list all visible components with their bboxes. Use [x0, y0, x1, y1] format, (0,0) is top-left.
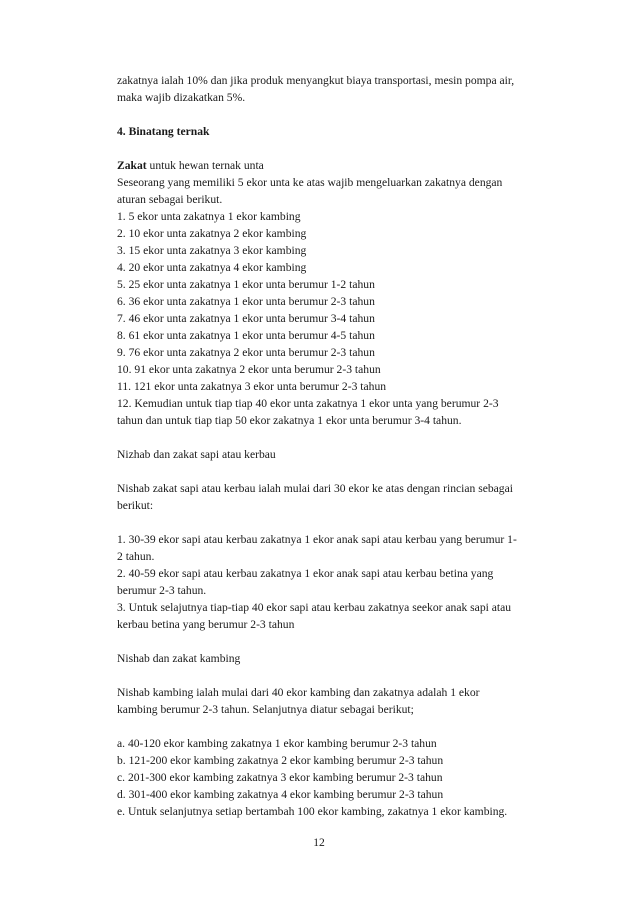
- text-line: kambing berumur 2-3 tahun. Selanjutnya diatur sebagai berikut;: [117, 703, 414, 716]
- text-line: Seseorang yang memiliki 5 ekor unta ke atas wajib mengeluarkan zakatnya dengan: [117, 176, 503, 189]
- list-item: b. 121-200 ekor kambing zakatnya 2 ekor kambing berumur 2-3 tahun: [117, 754, 444, 767]
- list-item: 2. 10 ekor unta zakatnya 2 ekor kambing: [117, 227, 307, 240]
- document-page: [117, 72, 577, 820]
- list-item-continuation: 2 tahun.: [117, 550, 155, 563]
- text-line: maka wajib dizakatkan 5%.: [117, 91, 246, 104]
- list-item: 6. 36 ekor unta zakatnya 1 ekor unta berumur 2-3 tahun: [117, 295, 375, 308]
- list-item: 4. 20 ekor unta zakatnya 4 ekor kambing: [117, 261, 307, 274]
- text-line: zakatnya ialah 10% dan jika produk menyangkut biaya transportasi, mesin pompa air,: [117, 74, 515, 87]
- sapi-heading: Nizhab dan zakat sapi atau kerbau: [117, 448, 276, 461]
- text-line: Nishab kambing ialah mulai dari 40 ekor kambing dan zakatnya adalah 1 ekor: [117, 686, 480, 699]
- list-item-continuation: kerbau betina yang berumur 2-3 tahun: [117, 618, 295, 631]
- list-item: 9. 76 ekor unta zakatnya 2 ekor unta berumur 2-3 tahun: [117, 346, 375, 359]
- section-title: 4. Binatang ternak: [117, 125, 210, 138]
- list-item-continuation: berumur 2-3 tahun.: [117, 584, 207, 597]
- zakat-bold-word: Zakat: [117, 159, 147, 172]
- list-item: 8. 61 ekor unta zakatnya 1 ekor unta berumur 4-5 tahun: [117, 329, 375, 342]
- list-item: 10. 91 ekor unta zakatnya 2 ekor unta berumur 2-3 tahun: [117, 363, 381, 376]
- unta-heading: [117, 157, 577, 174]
- sapi-description: [117, 480, 577, 514]
- list-item: 3. Untuk selajutnya tiap-tiap 40 ekor sapi atau kerbau zakatnya seekor anak sapi atau: [117, 601, 512, 614]
- list-item: 12. Kemudian untuk tiap tiap 40 ekor unta zakatnya 1 ekor unta yang berumur 2-3: [117, 397, 499, 410]
- kambing-heading: Nishab dan zakat kambing: [117, 652, 241, 665]
- kambing-list: [117, 735, 577, 820]
- list-item: a. 40-120 ekor kambing zakatnya 1 ekor kambing berumur 2-3 tahun: [117, 737, 437, 750]
- unta-heading-rest: untuk hewan ternak unta: [146, 159, 264, 172]
- list-item-continuation: tahun dan untuk tiap tiap 50 ekor zakatnya 1 ekor unta berumur 3-4 tahun.: [117, 414, 462, 427]
- list-item: 1. 30-39 ekor sapi atau kerbau zakatnya 1 ekor anak sapi atau kerbau yang berumur 1-: [117, 533, 517, 546]
- intro-paragraph: [117, 72, 577, 106]
- text-line: aturan sebagai berikut.: [117, 193, 223, 206]
- list-item: 1. 5 ekor unta zakatnya 1 ekor kambing: [117, 210, 301, 223]
- page-number: 12: [313, 836, 325, 849]
- unta-section: [117, 157, 577, 429]
- list-item: 2. 40-59 ekor sapi atau kerbau zakatnya 1 ekor anak sapi atau kerbau betina yang: [117, 567, 494, 580]
- list-item: d. 301-400 ekor kambing zakatnya 4 ekor kambing berumur 2-3 tahun: [117, 788, 444, 801]
- list-item: c. 201-300 ekor kambing zakatnya 3 ekor kambing berumur 2-3 tahun: [117, 771, 443, 784]
- list-item: 11. 121 ekor unta zakatnya 3 ekor unta berumur 2-3 tahun: [117, 380, 387, 393]
- kambing-description: [117, 684, 577, 718]
- list-item: 3. 15 ekor unta zakatnya 3 ekor kambing: [117, 244, 307, 257]
- sapi-list: [117, 531, 577, 633]
- text-line: berikut:: [117, 499, 154, 512]
- list-item: 5. 25 ekor unta zakatnya 1 ekor unta berumur 1-2 tahun: [117, 278, 375, 291]
- list-item: e. Untuk selanjutnya setiap bertambah 100 ekor kambing, zakatnya 1 ekor kambing.: [117, 805, 508, 818]
- list-item: 7. 46 ekor unta zakatnya 1 ekor unta berumur 3-4 tahun: [117, 312, 375, 325]
- text-line: Nishab zakat sapi atau kerbau ialah mulai dari 30 ekor ke atas dengan rincian sebagai: [117, 482, 513, 495]
